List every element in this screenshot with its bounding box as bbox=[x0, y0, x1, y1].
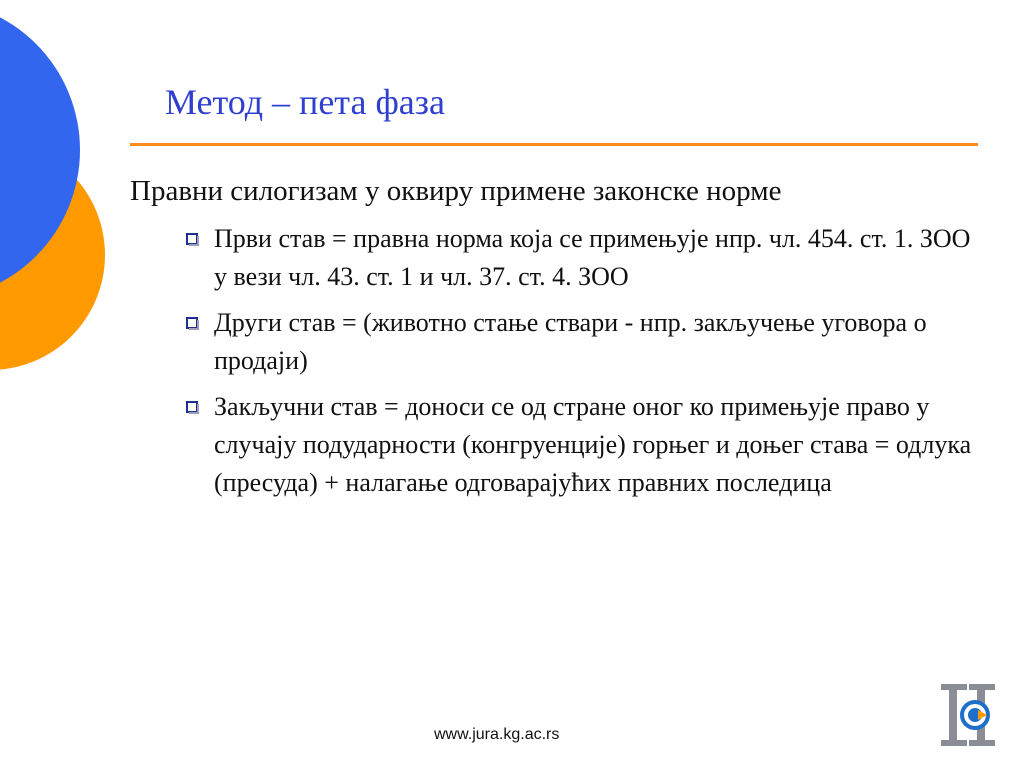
hollow-square-bullet-icon bbox=[182, 304, 202, 342]
hollow-square-bullet-icon bbox=[182, 388, 202, 426]
slide-title: Метод – пета фаза bbox=[165, 82, 445, 122]
bullet-list bbox=[180, 220, 980, 510]
decorative-circles bbox=[0, 0, 130, 400]
faculty-logo-icon bbox=[935, 680, 1005, 750]
slide-heading: Правни силогизам у оквиру примене законске норме bbox=[130, 175, 782, 207]
footer-url: www.jura.kg.ac.rs bbox=[434, 726, 560, 743]
list-item-text: Закључни став = доноси се од стране оног ко примењује право у случају подударности (конгруенције) горњег и доњег става = одлука (пресуда) + налагање одговарајућих правних последица bbox=[214, 392, 972, 497]
list-item-text: Први став = правна норма која се примењује нпр. чл. 454. ст. 1. ЗОО у вези чл. 43. ст. 1 и чл. 37. ст. 4. ЗОО bbox=[214, 224, 971, 291]
list-item-text: Други став = (животно стање ствари - нпр. закључење уговора о продаји) bbox=[214, 308, 927, 375]
hollow-square-bullet-icon bbox=[182, 220, 202, 258]
list-item bbox=[180, 304, 980, 380]
list-item bbox=[180, 220, 980, 296]
list-item bbox=[180, 388, 980, 502]
title-divider bbox=[130, 143, 978, 146]
